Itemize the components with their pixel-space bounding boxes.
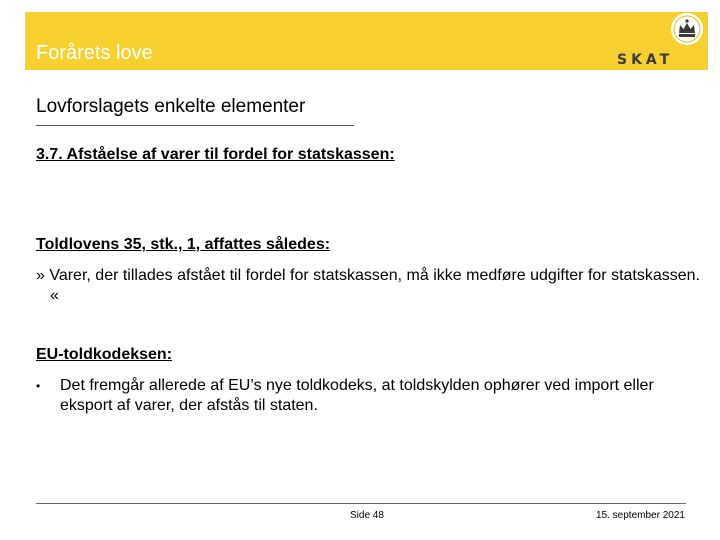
heading-toldloven: Toldlovens 35, stk., 1, affattes således:	[36, 236, 331, 253]
quote-paragraph: » Varer, der tillades afstået til fordel for statskassen, må ikke medføre udgifter for statskassen. «	[36, 267, 700, 304]
header-band	[25, 12, 708, 70]
section-title: Lovforslagets enkelte elementer	[36, 96, 306, 117]
heading-eu-toldkodeksen: EU-toldkodeksen:	[36, 346, 173, 363]
page-number: Side 48	[350, 510, 384, 521]
footer-divider	[36, 503, 686, 504]
list-item-text: Det fremgår allerede af EU’s nye toldkodeks, at toldskylden ophører ved import eller eksport af varer, der afstås til staten.	[60, 377, 654, 414]
heading-afstaaelse: 3.7. Afståelse af varer til fordel for statskassen:	[36, 146, 395, 163]
presentation-title: Forårets love	[36, 42, 153, 64]
footer-date: 15. september 2021	[596, 510, 685, 521]
skat-logo: SKAT	[617, 52, 674, 68]
crown-icon	[670, 12, 704, 46]
bullet-icon: •	[36, 379, 41, 393]
section-divider	[36, 125, 354, 126]
